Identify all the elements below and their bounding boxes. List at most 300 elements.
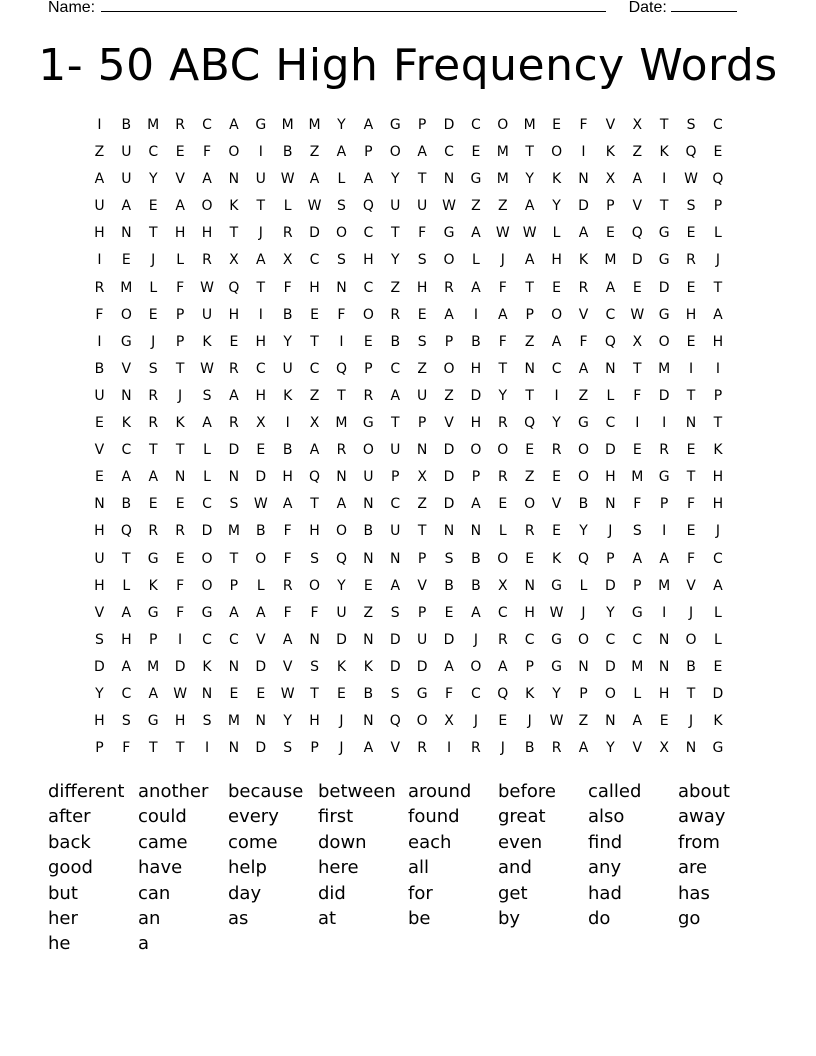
grid-letter[interactable]: F: [176, 577, 185, 594]
grid-letter[interactable]: N: [336, 469, 347, 486]
grid-letter[interactable]: F: [202, 144, 212, 161]
grid-letter[interactable]: Z: [444, 387, 454, 404]
grid-letter[interactable]: O: [362, 442, 374, 459]
grid-letter[interactable]: Z: [524, 469, 535, 486]
grid-letter[interactable]: B: [471, 333, 481, 350]
grid-letter[interactable]: L: [203, 469, 211, 486]
grid-letter[interactable]: C: [309, 360, 320, 377]
grid-letter[interactable]: A: [363, 171, 374, 188]
grid-letter[interactable]: D: [443, 117, 455, 133]
grid-letter[interactable]: A: [551, 333, 562, 350]
grid-letter[interactable]: Y: [552, 198, 561, 215]
grid-letter[interactable]: R: [282, 577, 293, 594]
grid-letter[interactable]: R: [148, 415, 159, 432]
grid-letter[interactable]: T: [390, 225, 400, 242]
grid-letter[interactable]: V: [282, 658, 293, 675]
grid-letter[interactable]: I: [285, 415, 290, 432]
grid-letter[interactable]: R: [551, 740, 562, 757]
grid-letter[interactable]: Y: [579, 523, 588, 540]
grid-letter[interactable]: I: [339, 333, 344, 350]
grid-letter[interactable]: A: [713, 577, 723, 594]
grid-letter[interactable]: K: [605, 144, 615, 161]
grid-letter[interactable]: A: [229, 387, 239, 404]
grid-letter[interactable]: Q: [604, 333, 616, 350]
grid-letter[interactable]: G: [578, 415, 589, 432]
grid-letter[interactable]: R: [551, 442, 562, 459]
grid-letter[interactable]: A: [632, 550, 643, 567]
grid-letter[interactable]: Q: [120, 523, 132, 540]
grid-letter[interactable]: J: [688, 604, 694, 621]
grid-letter[interactable]: N: [363, 496, 374, 513]
grid-letter[interactable]: T: [390, 415, 400, 432]
grid-letter[interactable]: R: [524, 523, 535, 540]
grid-letter[interactable]: L: [472, 252, 480, 269]
grid-letter[interactable]: W: [280, 685, 295, 702]
grid-letter[interactable]: I: [662, 171, 667, 188]
grid-letter[interactable]: G: [120, 333, 132, 350]
grid-letter[interactable]: P: [713, 387, 723, 404]
grid-letter[interactable]: H: [121, 631, 132, 648]
grid-letter[interactable]: O: [604, 685, 616, 702]
grid-letter[interactable]: Q: [228, 279, 240, 296]
grid-letter[interactable]: D: [604, 658, 616, 675]
grid-letter[interactable]: L: [498, 523, 507, 540]
grid-letter[interactable]: S: [417, 333, 427, 350]
grid-letter[interactable]: H: [255, 387, 267, 404]
grid-letter[interactable]: T: [256, 279, 266, 296]
grid-letter[interactable]: V: [632, 198, 643, 215]
grid-letter[interactable]: B: [471, 550, 481, 567]
grid-letter[interactable]: S: [95, 631, 104, 648]
grid-letter[interactable]: D: [658, 279, 670, 296]
grid-letter[interactable]: N: [363, 631, 374, 648]
grid-letter[interactable]: B: [390, 333, 401, 350]
grid-letter[interactable]: T: [175, 740, 185, 757]
grid-letter[interactable]: Q: [309, 469, 321, 486]
grid-letter[interactable]: Y: [95, 685, 104, 702]
grid-letter[interactable]: A: [444, 658, 454, 675]
grid-letter[interactable]: A: [471, 279, 481, 296]
grid-letter[interactable]: O: [443, 252, 455, 269]
grid-letter[interactable]: A: [578, 225, 589, 242]
grid-letter[interactable]: N: [443, 523, 455, 540]
grid-letter[interactable]: H: [470, 415, 482, 432]
grid-letter[interactable]: O: [524, 496, 536, 513]
grid-letter[interactable]: N: [605, 496, 616, 513]
grid-letter[interactable]: G: [551, 658, 563, 675]
grid-letter[interactable]: F: [176, 279, 185, 296]
grid-letter[interactable]: V: [417, 577, 427, 594]
grid-letter[interactable]: F: [444, 685, 454, 702]
grid-letter[interactable]: C: [524, 631, 535, 648]
grid-letter[interactable]: D: [389, 658, 401, 675]
grid-letter[interactable]: U: [363, 469, 374, 486]
grid-letter[interactable]: T: [310, 333, 319, 350]
grid-letter[interactable]: Z: [498, 198, 508, 215]
grid-letter[interactable]: R: [578, 279, 589, 296]
grid-letter[interactable]: K: [148, 577, 158, 594]
grid-letter[interactable]: K: [121, 415, 131, 432]
grid-letter[interactable]: I: [662, 604, 667, 621]
grid-letter[interactable]: N: [605, 360, 616, 377]
grid-letter[interactable]: A: [121, 469, 132, 486]
grid-letter[interactable]: C: [444, 144, 454, 161]
grid-letter[interactable]: O: [577, 442, 589, 459]
grid-letter[interactable]: G: [658, 225, 670, 242]
grid-letter[interactable]: C: [605, 306, 616, 323]
grid-letter[interactable]: L: [176, 252, 185, 269]
grid-letter[interactable]: H: [94, 523, 105, 540]
grid-letter[interactable]: T: [686, 685, 696, 702]
grid-letter[interactable]: P: [713, 198, 723, 215]
grid-letter[interactable]: H: [94, 713, 105, 730]
grid-letter[interactable]: B: [363, 523, 374, 540]
grid-letter[interactable]: G: [416, 685, 428, 702]
grid-letter[interactable]: Q: [631, 225, 643, 242]
grid-letter[interactable]: N: [685, 740, 697, 757]
grid-letter[interactable]: T: [337, 387, 346, 404]
grid-letter[interactable]: O: [416, 713, 428, 730]
grid-letter[interactable]: E: [605, 225, 615, 242]
grid-letter[interactable]: W: [549, 713, 564, 730]
grid-letter[interactable]: Z: [363, 604, 374, 621]
grid-letter[interactable]: X: [309, 415, 320, 432]
grid-letter[interactable]: A: [202, 171, 212, 188]
grid-letter[interactable]: T: [310, 496, 319, 513]
grid-letter[interactable]: I: [554, 387, 559, 404]
grid-letter[interactable]: P: [175, 333, 185, 350]
grid-letter[interactable]: N: [228, 171, 240, 188]
grid-letter[interactable]: N: [174, 469, 186, 486]
grid-letter[interactable]: P: [417, 550, 427, 567]
grid-letter[interactable]: O: [470, 442, 482, 459]
grid-letter[interactable]: E: [363, 577, 373, 594]
grid-letter[interactable]: O: [201, 198, 213, 215]
grid-letter[interactable]: V: [605, 117, 616, 133]
grid-letter[interactable]: A: [336, 496, 347, 513]
grid-letter[interactable]: C: [202, 117, 212, 133]
grid-letter[interactable]: F: [283, 523, 292, 540]
grid-letter[interactable]: N: [658, 658, 670, 675]
grid-letter[interactable]: T: [229, 550, 239, 567]
grid-letter[interactable]: O: [201, 550, 213, 567]
grid-letter[interactable]: D: [658, 387, 670, 404]
grid-letter[interactable]: E: [175, 550, 185, 567]
grid-letter[interactable]: C: [229, 631, 239, 648]
grid-letter[interactable]: A: [229, 604, 239, 621]
grid-letter[interactable]: Y: [390, 252, 400, 269]
grid-letter[interactable]: A: [309, 442, 320, 459]
grid-letter[interactable]: R: [202, 252, 212, 269]
grid-letter[interactable]: P: [417, 415, 427, 432]
grid-letter[interactable]: U: [390, 198, 401, 215]
grid-letter[interactable]: V: [121, 360, 132, 377]
grid-letter[interactable]: A: [390, 387, 401, 404]
grid-letter[interactable]: V: [686, 577, 696, 594]
grid-letter[interactable]: V: [444, 415, 454, 432]
name-blank-line[interactable]: [101, 0, 606, 12]
grid-letter[interactable]: R: [390, 306, 401, 323]
grid-letter[interactable]: P: [606, 198, 615, 215]
grid-letter[interactable]: P: [417, 117, 427, 133]
grid-letter[interactable]: R: [94, 279, 105, 296]
grid-letter[interactable]: C: [551, 360, 562, 377]
grid-letter[interactable]: I: [258, 144, 263, 161]
grid-letter[interactable]: D: [443, 469, 455, 486]
grid-letter[interactable]: B: [282, 306, 293, 323]
grid-letter[interactable]: E: [471, 144, 481, 161]
grid-letter[interactable]: H: [712, 333, 724, 350]
grid-letter[interactable]: N: [94, 496, 105, 513]
grid-letter[interactable]: P: [633, 577, 642, 594]
grid-letter[interactable]: D: [443, 631, 455, 648]
grid-letter[interactable]: E: [525, 442, 535, 459]
grid-letter[interactable]: C: [309, 252, 320, 269]
grid-letter[interactable]: D: [578, 198, 589, 215]
grid-letter[interactable]: Z: [309, 387, 320, 404]
grid-letter[interactable]: Q: [712, 171, 724, 188]
grid-letter[interactable]: J: [178, 387, 183, 404]
grid-letter[interactable]: D: [228, 442, 240, 459]
grid-letter[interactable]: P: [364, 144, 373, 161]
grid-letter[interactable]: H: [228, 306, 240, 323]
grid-letter[interactable]: L: [714, 604, 722, 621]
grid-letter[interactable]: E: [552, 117, 562, 133]
grid-letter[interactable]: P: [417, 604, 427, 621]
grid-letter[interactable]: G: [551, 631, 563, 648]
grid-letter[interactable]: Y: [552, 415, 561, 432]
grid-letter[interactable]: G: [658, 469, 670, 486]
grid-letter[interactable]: F: [122, 740, 131, 757]
grid-letter[interactable]: F: [337, 306, 346, 323]
grid-letter[interactable]: D: [336, 631, 347, 648]
grid-letter[interactable]: R: [148, 523, 159, 540]
grid-letter[interactable]: N: [201, 685, 213, 702]
grid-letter[interactable]: S: [390, 685, 400, 702]
grid-letter[interactable]: G: [631, 604, 643, 621]
grid-letter[interactable]: W: [200, 279, 214, 296]
grid-letter[interactable]: E: [713, 144, 723, 161]
grid-letter[interactable]: D: [255, 658, 267, 675]
grid-letter[interactable]: R: [659, 442, 670, 459]
grid-letter[interactable]: U: [336, 604, 347, 621]
grid-letter[interactable]: S: [417, 252, 427, 269]
grid-letter[interactable]: I: [635, 415, 640, 432]
grid-letter[interactable]: C: [605, 631, 616, 648]
grid-letter[interactable]: P: [444, 333, 454, 350]
grid-letter[interactable]: H: [309, 279, 320, 296]
grid-letter[interactable]: H: [470, 360, 482, 377]
grid-letter[interactable]: N: [228, 740, 240, 757]
grid-letter[interactable]: F: [418, 225, 427, 242]
grid-letter[interactable]: E: [686, 523, 696, 540]
grid-letter[interactable]: G: [658, 306, 670, 323]
grid-letter[interactable]: H: [605, 469, 616, 486]
grid-letter[interactable]: M: [335, 415, 348, 432]
grid-letter[interactable]: P: [606, 550, 615, 567]
grid-letter[interactable]: C: [390, 360, 401, 377]
grid-letter[interactable]: V: [390, 740, 401, 757]
grid-letter[interactable]: W: [495, 225, 510, 242]
grid-letter[interactable]: N: [121, 387, 132, 404]
grid-letter[interactable]: T: [148, 442, 158, 459]
grid-letter[interactable]: E: [686, 225, 696, 242]
grid-letter[interactable]: X: [229, 252, 239, 269]
grid-letter[interactable]: B: [255, 523, 266, 540]
grid-letter[interactable]: O: [335, 225, 347, 242]
grid-letter[interactable]: I: [688, 360, 694, 377]
grid-letter[interactable]: O: [335, 523, 347, 540]
grid-letter[interactable]: O: [389, 144, 401, 161]
grid-letter[interactable]: L: [633, 685, 642, 702]
grid-letter[interactable]: A: [390, 577, 401, 594]
grid-letter[interactable]: O: [497, 550, 509, 567]
grid-letter[interactable]: D: [470, 387, 482, 404]
grid-letter[interactable]: N: [255, 713, 267, 730]
grid-letter[interactable]: T: [686, 469, 696, 486]
grid-letter[interactable]: F: [687, 550, 696, 567]
grid-letter[interactable]: A: [524, 198, 535, 215]
grid-letter[interactable]: W: [522, 225, 537, 242]
grid-letter[interactable]: C: [148, 144, 159, 161]
grid-letter[interactable]: J: [151, 333, 156, 350]
grid-letter[interactable]: N: [416, 442, 428, 459]
grid-letter[interactable]: B: [524, 740, 535, 757]
grid-letter[interactable]: M: [631, 658, 644, 675]
grid-letter[interactable]: E: [121, 252, 131, 269]
grid-letter[interactable]: X: [659, 740, 669, 757]
grid-letter[interactable]: V: [175, 171, 185, 188]
grid-letter[interactable]: K: [229, 198, 239, 215]
grid-letter[interactable]: X: [282, 252, 293, 269]
grid-letter[interactable]: U: [121, 171, 132, 188]
grid-letter[interactable]: J: [473, 713, 478, 730]
grid-letter[interactable]: L: [283, 198, 292, 215]
grid-letter[interactable]: F: [176, 604, 185, 621]
grid-letter[interactable]: H: [255, 333, 267, 350]
grid-letter[interactable]: Z: [417, 360, 427, 377]
grid-letter[interactable]: S: [229, 496, 239, 513]
grid-letter[interactable]: U: [390, 523, 401, 540]
grid-letter[interactable]: J: [688, 713, 694, 730]
grid-letter[interactable]: A: [282, 496, 293, 513]
grid-letter[interactable]: S: [283, 740, 293, 757]
grid-letter[interactable]: B: [471, 577, 481, 594]
grid-letter[interactable]: E: [310, 306, 319, 323]
grid-letter[interactable]: A: [94, 171, 105, 188]
grid-letter[interactable]: F: [283, 604, 292, 621]
grid-letter[interactable]: Z: [632, 144, 643, 161]
grid-letter[interactable]: O: [120, 306, 132, 323]
grid-letter[interactable]: A: [282, 631, 293, 648]
grid-letter[interactable]: K: [525, 685, 535, 702]
grid-letter[interactable]: D: [389, 631, 401, 648]
grid-letter[interactable]: G: [201, 604, 213, 621]
grid-letter[interactable]: S: [310, 550, 320, 567]
grid-letter[interactable]: V: [256, 631, 266, 648]
grid-letter[interactable]: G: [147, 604, 159, 621]
grid-letter[interactable]: O: [685, 631, 697, 648]
grid-letter[interactable]: M: [604, 252, 617, 269]
grid-letter[interactable]: A: [659, 550, 669, 567]
grid-letter[interactable]: I: [97, 117, 102, 133]
grid-letter[interactable]: J: [715, 252, 720, 269]
grid-letter[interactable]: K: [578, 252, 589, 269]
grid-letter[interactable]: C: [202, 631, 212, 648]
grid-letter[interactable]: N: [121, 225, 132, 242]
grid-letter[interactable]: C: [255, 360, 266, 377]
grid-letter[interactable]: N: [685, 415, 697, 432]
grid-letter[interactable]: R: [471, 740, 481, 757]
grid-letter[interactable]: S: [444, 550, 454, 567]
grid-letter[interactable]: J: [500, 252, 505, 269]
grid-letter[interactable]: K: [175, 415, 185, 432]
grid-letter[interactable]: D: [309, 225, 320, 242]
grid-letter[interactable]: I: [97, 252, 102, 269]
grid-letter[interactable]: P: [95, 740, 104, 757]
grid-letter[interactable]: R: [229, 360, 239, 377]
grid-letter[interactable]: M: [496, 171, 509, 188]
grid-letter[interactable]: R: [497, 631, 508, 648]
grid-letter[interactable]: Y: [390, 171, 400, 188]
grid-letter[interactable]: M: [658, 577, 671, 594]
grid-letter[interactable]: A: [121, 604, 132, 621]
grid-letter[interactable]: P: [310, 740, 319, 757]
grid-letter[interactable]: O: [551, 306, 563, 323]
grid-letter[interactable]: Z: [471, 198, 481, 215]
grid-letter[interactable]: A: [363, 740, 374, 757]
grid-letter[interactable]: E: [498, 713, 508, 730]
grid-letter[interactable]: R: [444, 279, 454, 296]
grid-letter[interactable]: E: [175, 144, 185, 161]
grid-letter[interactable]: H: [658, 685, 670, 702]
grid-letter[interactable]: X: [444, 713, 454, 730]
grid-letter[interactable]: U: [390, 442, 401, 459]
grid-letter[interactable]: U: [417, 387, 428, 404]
grid-letter[interactable]: A: [471, 496, 481, 513]
grid-letter[interactable]: C: [713, 117, 723, 133]
grid-letter[interactable]: T: [148, 225, 158, 242]
grid-letter[interactable]: A: [524, 252, 535, 269]
grid-letter[interactable]: U: [417, 631, 428, 648]
grid-letter[interactable]: P: [525, 306, 534, 323]
grid-letter[interactable]: L: [714, 631, 722, 648]
grid-letter[interactable]: K: [659, 144, 669, 161]
grid-letter[interactable]: F: [633, 387, 642, 404]
grid-letter[interactable]: R: [282, 225, 293, 242]
grid-letter[interactable]: I: [662, 415, 667, 432]
grid-letter[interactable]: E: [175, 496, 185, 513]
grid-letter[interactable]: C: [471, 685, 481, 702]
grid-letter[interactable]: E: [686, 333, 696, 350]
grid-letter[interactable]: T: [525, 144, 534, 161]
grid-letter[interactable]: R: [229, 415, 239, 432]
grid-letter[interactable]: Q: [389, 713, 401, 730]
grid-letter[interactable]: O: [201, 577, 213, 594]
grid-letter[interactable]: E: [686, 279, 696, 296]
grid-letter[interactable]: T: [498, 360, 508, 377]
grid-letter[interactable]: V: [94, 604, 105, 621]
grid-letter[interactable]: D: [94, 658, 105, 675]
grid-letter[interactable]: P: [229, 577, 239, 594]
grid-letter[interactable]: A: [471, 225, 481, 242]
grid-letter[interactable]: F: [579, 117, 588, 133]
grid-letter[interactable]: A: [256, 252, 266, 269]
grid-letter[interactable]: G: [389, 117, 401, 133]
grid-letter[interactable]: F: [310, 604, 319, 621]
grid-letter[interactable]: J: [581, 604, 586, 621]
grid-letter[interactable]: O: [497, 442, 509, 459]
